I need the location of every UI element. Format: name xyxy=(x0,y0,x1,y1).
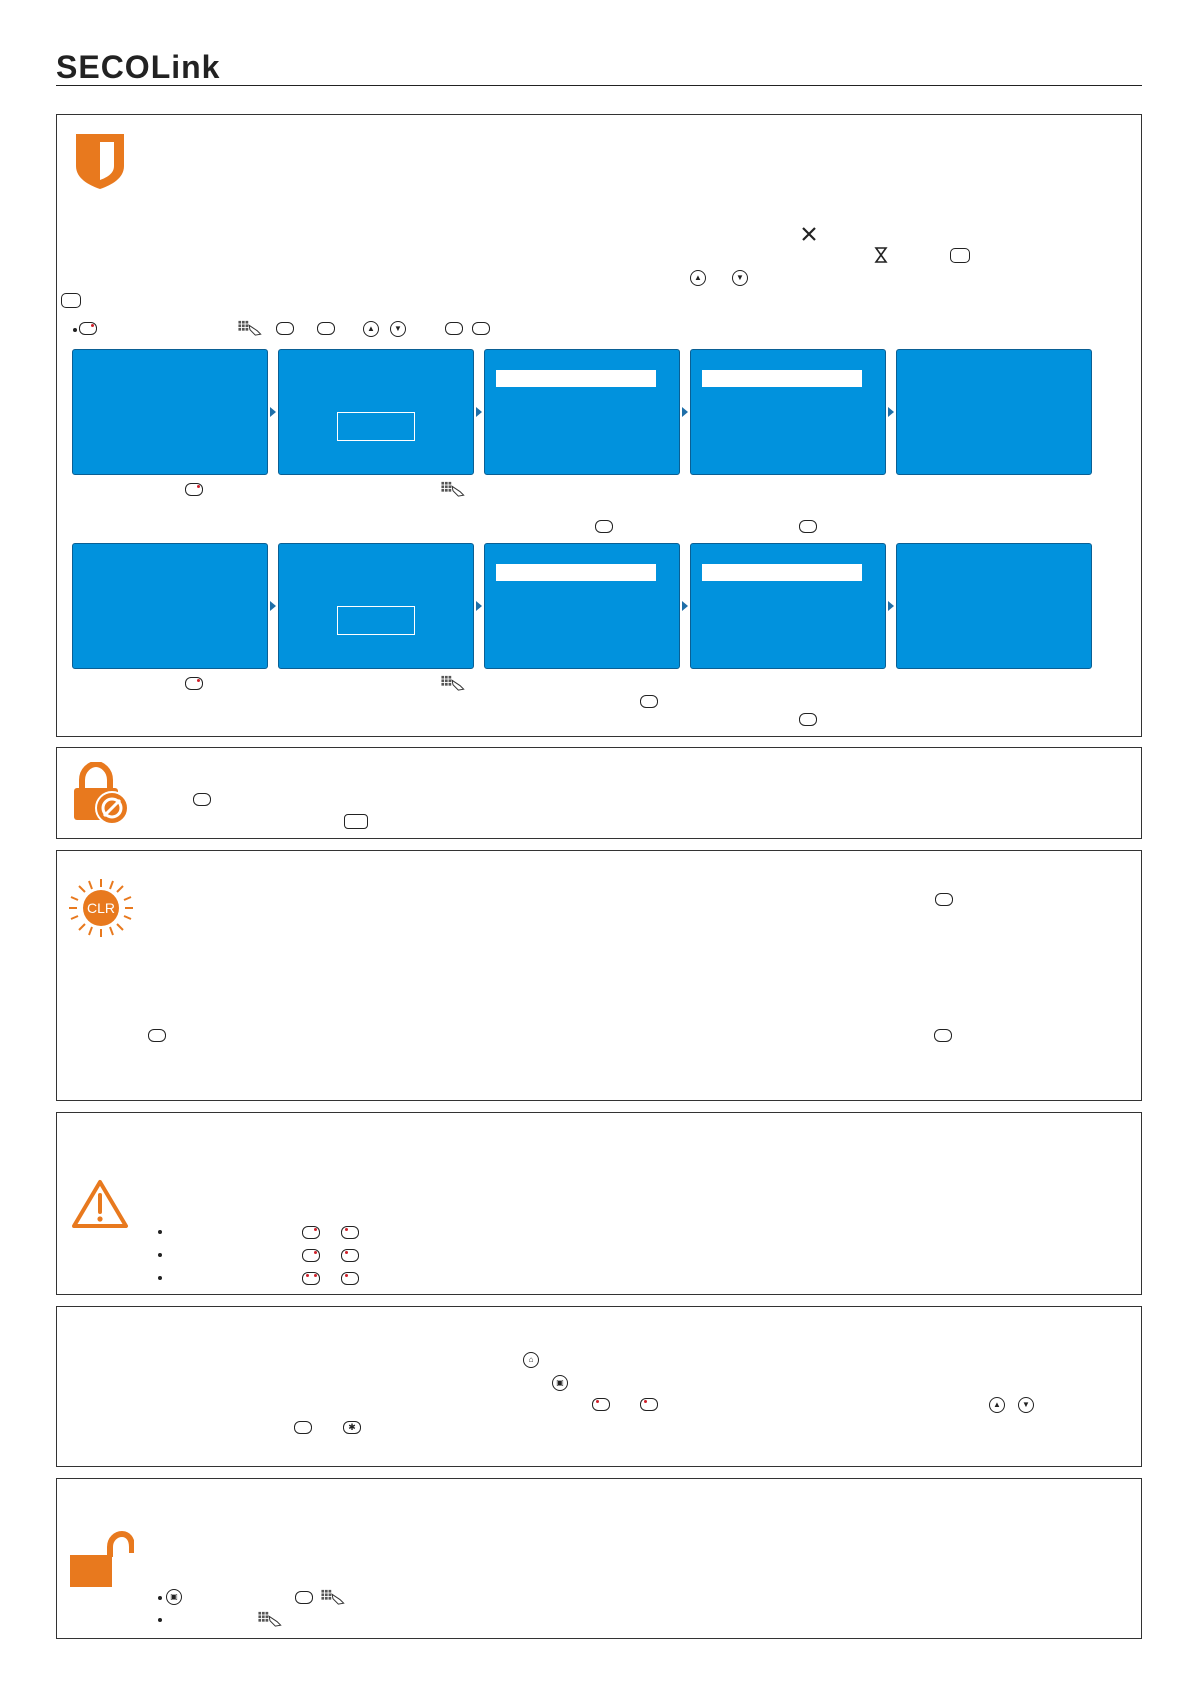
flow-arrow xyxy=(476,601,482,611)
bullet xyxy=(158,1253,162,1257)
key-button xyxy=(935,893,953,906)
arm-key-icon xyxy=(302,1272,320,1285)
lcd-screen-10 xyxy=(896,543,1092,669)
lcd-screen-6 xyxy=(72,543,268,669)
key-button xyxy=(344,814,368,829)
flow-arrow xyxy=(270,407,276,417)
keypad-touch-icon xyxy=(236,320,264,336)
arm-key-icon xyxy=(79,322,97,335)
lcd-screen-9 xyxy=(690,543,886,669)
lcd-screen-3 xyxy=(484,349,680,475)
lcd-screen-7 xyxy=(278,543,474,669)
lcd-highlight-bar xyxy=(496,370,656,387)
down-arrow-key-icon: ▼ xyxy=(390,321,406,337)
keypad-touch-icon xyxy=(439,481,467,497)
arm-key-icon xyxy=(640,1398,658,1411)
arm-key-icon xyxy=(185,483,203,496)
keypad-touch-icon xyxy=(319,1589,347,1605)
hourglass-icon xyxy=(867,247,895,263)
section-warning xyxy=(56,1112,1142,1295)
key-button xyxy=(950,248,970,263)
keypad-touch-icon xyxy=(439,675,467,691)
keypad-touch-icon xyxy=(256,1611,284,1627)
warning-triangle-icon xyxy=(71,1179,129,1229)
secolink-logo: SECOLink xyxy=(56,49,221,85)
star-key-icon: ✱ xyxy=(343,1421,361,1434)
down-arrow-key-icon: ▼ xyxy=(1018,1397,1034,1413)
padlock-disabled-icon xyxy=(72,762,128,826)
away-lock-key-icon: ▣ xyxy=(166,1589,182,1605)
stay-home-key-icon: ⌂ xyxy=(523,1352,539,1368)
key-button xyxy=(640,695,658,708)
down-arrow-key-icon: ▼ xyxy=(732,270,748,286)
key-button xyxy=(799,713,817,726)
up-arrow-key-icon: ▲ xyxy=(690,270,706,286)
disarm-key-icon xyxy=(341,1272,359,1285)
disarm-key-icon xyxy=(341,1226,359,1239)
flow-arrow xyxy=(682,601,688,611)
arm-key-icon xyxy=(302,1249,320,1262)
up-arrow-key-icon: ▲ xyxy=(989,1397,1005,1413)
key-button xyxy=(317,322,335,335)
section-lock xyxy=(56,747,1142,839)
key-button xyxy=(276,322,294,335)
arm-key-icon xyxy=(185,677,203,690)
section-arming xyxy=(56,114,1142,737)
bullet xyxy=(158,1276,162,1280)
clr-text: CLR xyxy=(86,900,116,916)
arm-key-icon xyxy=(302,1226,320,1239)
up-arrow-key-icon: ▲ xyxy=(363,321,379,337)
key-button xyxy=(61,293,81,308)
bullet xyxy=(158,1618,162,1622)
flow-arrow xyxy=(888,407,894,417)
code-entry-box xyxy=(337,606,415,635)
bullet xyxy=(158,1230,162,1234)
lcd-screen-2 xyxy=(278,349,474,475)
header-divider xyxy=(56,85,1142,86)
key-button xyxy=(294,1421,312,1434)
key-button xyxy=(295,1591,313,1604)
close-x-icon xyxy=(795,226,823,242)
bullet xyxy=(158,1596,162,1600)
key-button xyxy=(148,1029,166,1042)
section-disarm xyxy=(56,1478,1142,1639)
clr-burst-icon xyxy=(65,877,137,939)
key-button xyxy=(934,1029,952,1042)
away-lock-key-icon: ▣ xyxy=(552,1375,568,1391)
flow-arrow xyxy=(270,601,276,611)
key-button xyxy=(193,793,211,806)
flow-arrow xyxy=(682,407,688,417)
flow-arrow xyxy=(476,407,482,417)
lcd-highlight-bar xyxy=(702,370,862,387)
lcd-screen-4 xyxy=(690,349,886,475)
key-button xyxy=(799,520,817,533)
section-clear xyxy=(56,850,1142,1101)
section-stay xyxy=(56,1306,1142,1467)
arm-key-icon xyxy=(592,1398,610,1411)
lcd-screen-8 xyxy=(484,543,680,669)
padlock-open-icon xyxy=(68,1531,134,1591)
lcd-screen-1 xyxy=(72,349,268,475)
lcd-screen-5 xyxy=(896,349,1092,475)
key-button xyxy=(445,322,463,335)
key-button xyxy=(472,322,490,335)
shield-icon xyxy=(74,132,126,190)
lcd-highlight-bar xyxy=(496,564,656,581)
bullet xyxy=(73,328,77,332)
code-entry-box xyxy=(337,412,415,441)
lcd-highlight-bar xyxy=(702,564,862,581)
flow-arrow xyxy=(888,601,894,611)
disarm-key-icon xyxy=(341,1249,359,1262)
key-button xyxy=(595,520,613,533)
